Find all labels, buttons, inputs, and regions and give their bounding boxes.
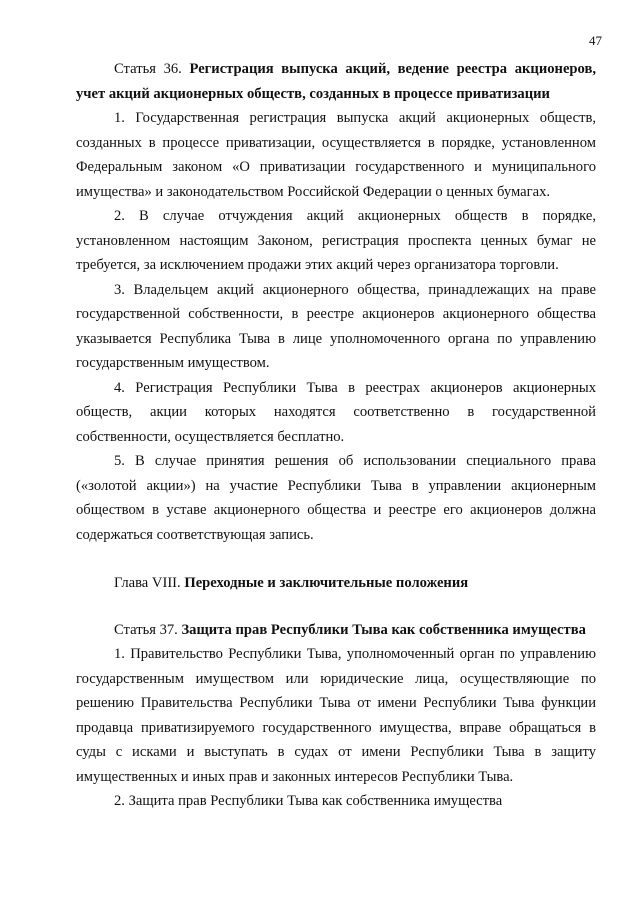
chapter-8-heading bbox=[76, 571, 596, 596]
article-36-paragraph-5: 5. В случае принятия решения об использовании специального права («золотой акции») на участие Республики Тыва в управлении акционерным обществом в уставе акционерного общества и реестре его акционеров должна содержаться соответствующая запись. bbox=[76, 453, 596, 543]
article-37-prefix: Статья 37. bbox=[114, 621, 182, 638]
article-37-heading bbox=[76, 618, 596, 643]
chapter-8-title: Переходные и заключительные положения bbox=[184, 575, 469, 591]
article-36-prefix: Статья 36. bbox=[114, 61, 190, 77]
article-36-paragraph-3: 3. Владельцем акций акционерного общества, принадлежащих на праве государственной собственности, в реестре акционеров акционерного общества указывается Республика Тыва в лице уполномоченного органа по управлению государственным имуществом. bbox=[76, 281, 596, 371]
article-37-paragraph-1: 1. Правительство Республики Тыва, уполномоченный орган по управлению государственным имуществом или юридические лица, осуществляющие по решению Правительства Республики Тыва от имени Республики Тыва функции продавца приватизируемого государственного имущества, вправе обращаться в суды с исками и выступать в судах от имени Республики Тыва в защиту имущественных и иных прав и законных интересов Республики Тыва. bbox=[76, 646, 596, 785]
section-spacer bbox=[76, 547, 596, 571]
chapter-8-prefix: Глава VIII. bbox=[114, 575, 185, 591]
page-number: 47 bbox=[589, 33, 602, 48]
article-37-paragraph-2: 2. Защита прав Республики Тыва как собственника имущества bbox=[114, 793, 503, 809]
article-36-title: Регистрация выпуска акций, ведение реестра акционеров, учет акций акционерных обществ, созданных в процессе приватизации bbox=[76, 61, 597, 102]
article-37-title: Защита прав Республики Тыва как собственника имущества bbox=[181, 621, 586, 638]
document-body bbox=[76, 57, 596, 814]
article-36-paragraph-2: 2. В случае отчуждения акций акционерных обществ в порядке, установленном настоящим Законом, регистрация проспекта ценных бумаг не требуется, за исключением продажи этих акций через организатора торговли. bbox=[76, 208, 596, 273]
article-36-paragraph-1: 1. Государственная регистрация выпуска акций акционерных обществ, созданных в процессе приватизации, осуществляется в порядке, установленном Федеральным законом «О приватизации государственного и муниципального имущества» и законодательством Российской Федерации о ценных бумагах. bbox=[76, 110, 596, 200]
article-36-heading bbox=[76, 57, 596, 106]
section-spacer bbox=[76, 596, 596, 618]
article-36-paragraph-4: 4. Регистрация Республики Тыва в реестрах акционеров акционерных обществ, акции которых находятся соответственно в государственной собственности, осуществляется бесплатно. bbox=[76, 379, 596, 445]
